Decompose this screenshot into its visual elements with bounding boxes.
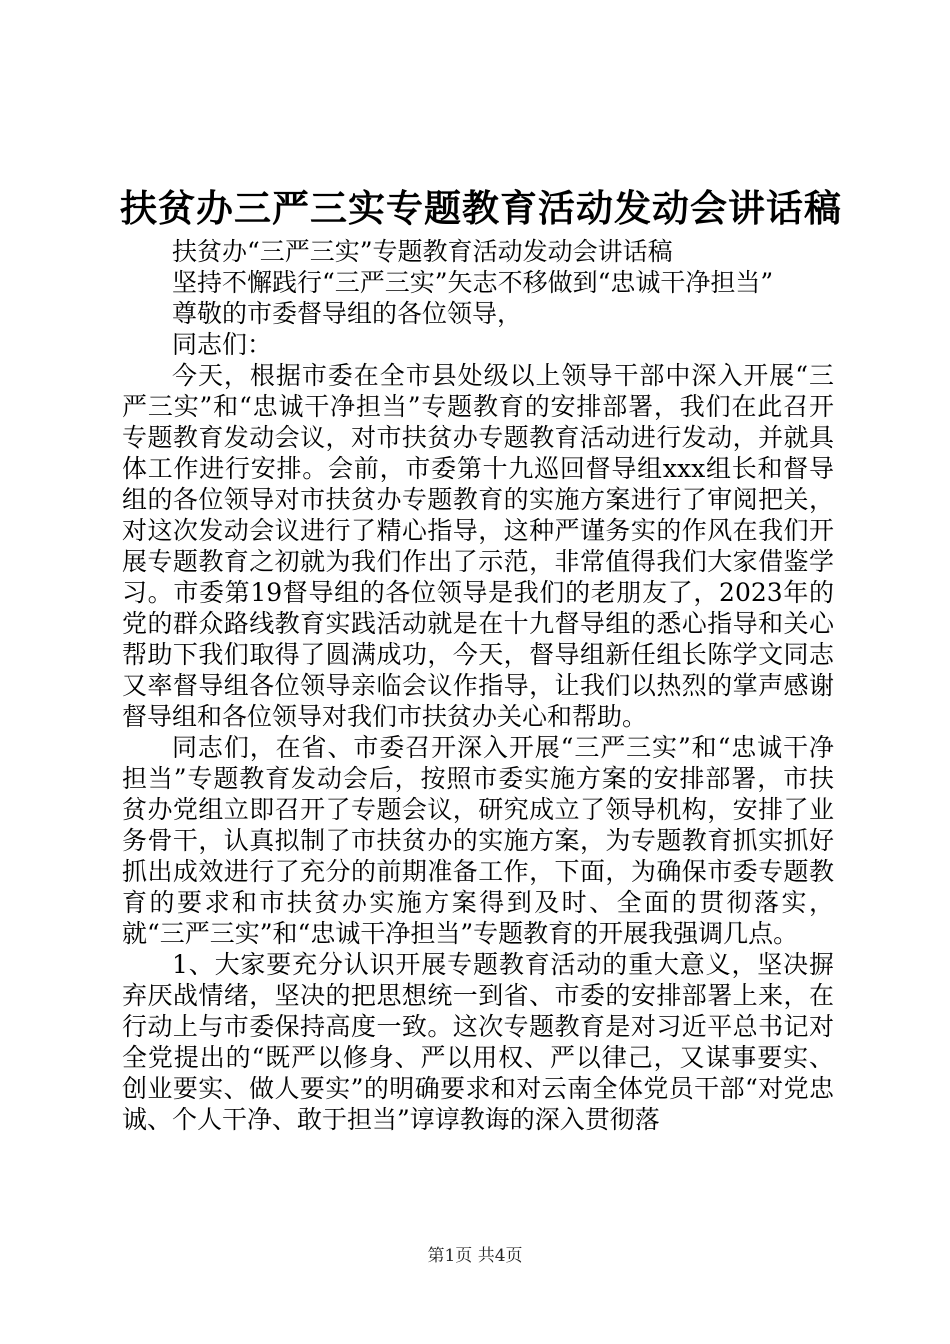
- page-footer: 第1页 共4页: [427, 1246, 523, 1266]
- paragraph-salutation: 尊敬的市委督导组的各位领导，: [172, 299, 523, 328]
- document-body: [122, 236, 834, 1135]
- paragraph-slogan: 坚持不懈践行“三严三实”矢志不移做到“忠诚干净担当”: [172, 268, 774, 297]
- paragraph-body-2: 同志们，在省、市委召开深入开展“三严三实”和“忠诚干净担当”专题教育发动会后，按照市委实施方案的安排部署，市扶贫办党组立即召开了专题会议，研究成立了领导机构，安排了业务骨干，认真拟制了市扶贫办的实施方案，为专题教育抓实抓好抓出成效进行了充分的前期准备工作，下面，为确保市委专题教育的要求和市扶贫办实施方案得到及时、全面的贯彻落实，就“三严三实”和“忠诚干净担当”专题教育的开展我强调几点。: [122, 733, 834, 948]
- paragraph-body-1: 今天，根据市委在全市县处级以上领导干部中深入开展“三严三实”和“忠诚干净担当”专题教育的安排部署，我们在此召开专题教育发动会议，对市扶贫办专题教育活动进行发动，并就具体工作进行安排。会前，市委第十九巡回督导组xxx组长和督导组的各位领导对市扶贫办专题教育的实施方案进行了审阅把关，对这次发动会议进行了精心指导，这种严谨务实的作风在我们开展专题教育之初就为我们作出了示范，非常值得我们大家借鉴学习。市委第19督导组的各位领导是我们的老朋友了，2023年的党的群众路线教育实践活动就是在十九督导组的悉心指导和关心帮助下我们取得了圆满成功，今天，督导组新任组长陈学文同志又率督导组各位领导亲临会议作指导，让我们以热烈的掌声感谢督导组和各位领导对我们市扶贫办关心和帮助。: [122, 361, 834, 731]
- paragraph-body-3: 1、大家要充分认识开展专题教育活动的重大意义，坚决摒弃厌战情绪，坚决的把思想统一到省、市委的安排部署上来，在行动上与市委保持高度一致。这次专题教育是对习近平总书记对全党提出的“既严以修身、严以用权、严以律己，又谋事要实、创业要实、做人要实”的明确要求和对云南全体党员干部“对党忠诚、个人干净、敢于担当”谆谆教诲的深入贯彻落: [122, 950, 834, 1134]
- paragraph-subtitle: 扶贫办“三严三实”专题教育活动发动会讲话稿: [172, 237, 673, 266]
- paragraph-greeting: 同志们：: [172, 330, 273, 359]
- document-title: 扶贫办三严三实专题教育活动发动会讲话稿: [120, 186, 842, 230]
